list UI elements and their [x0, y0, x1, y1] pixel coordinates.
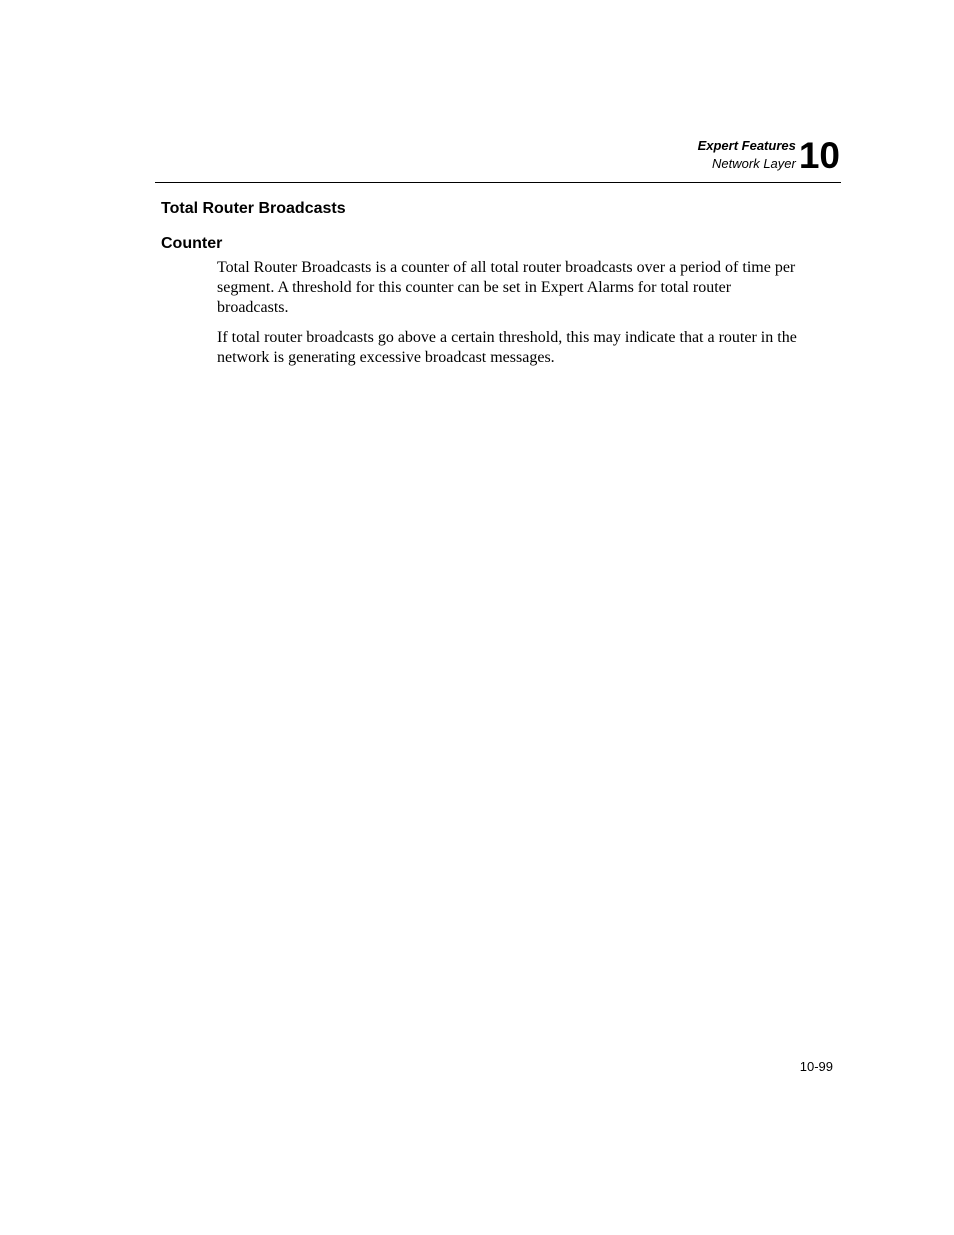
paragraph: Total Router Broadcasts is a counter of all total router broadcasts over a period of time per segment. A threshold for this counter can be set in Expert Alarms for total router broadcasts. [217, 259, 796, 316]
running-header-text [698, 137, 796, 173]
section-title: Network Layer [712, 156, 796, 171]
section-heading: Total Router Broadcasts [161, 200, 346, 217]
paragraph: If total router broadcasts go above a certain threshold, this may indicate that a router in the network is generating excessive broadcast messages. [217, 329, 797, 366]
running-header [698, 137, 840, 176]
header-divider [155, 182, 841, 183]
page-number: 10-99 [799, 1059, 833, 1074]
chapter-number: 10 [798, 135, 840, 176]
chapter-title: Expert Features [697, 138, 796, 153]
subsection-heading: Counter [161, 235, 223, 252]
body-text [217, 258, 797, 378]
